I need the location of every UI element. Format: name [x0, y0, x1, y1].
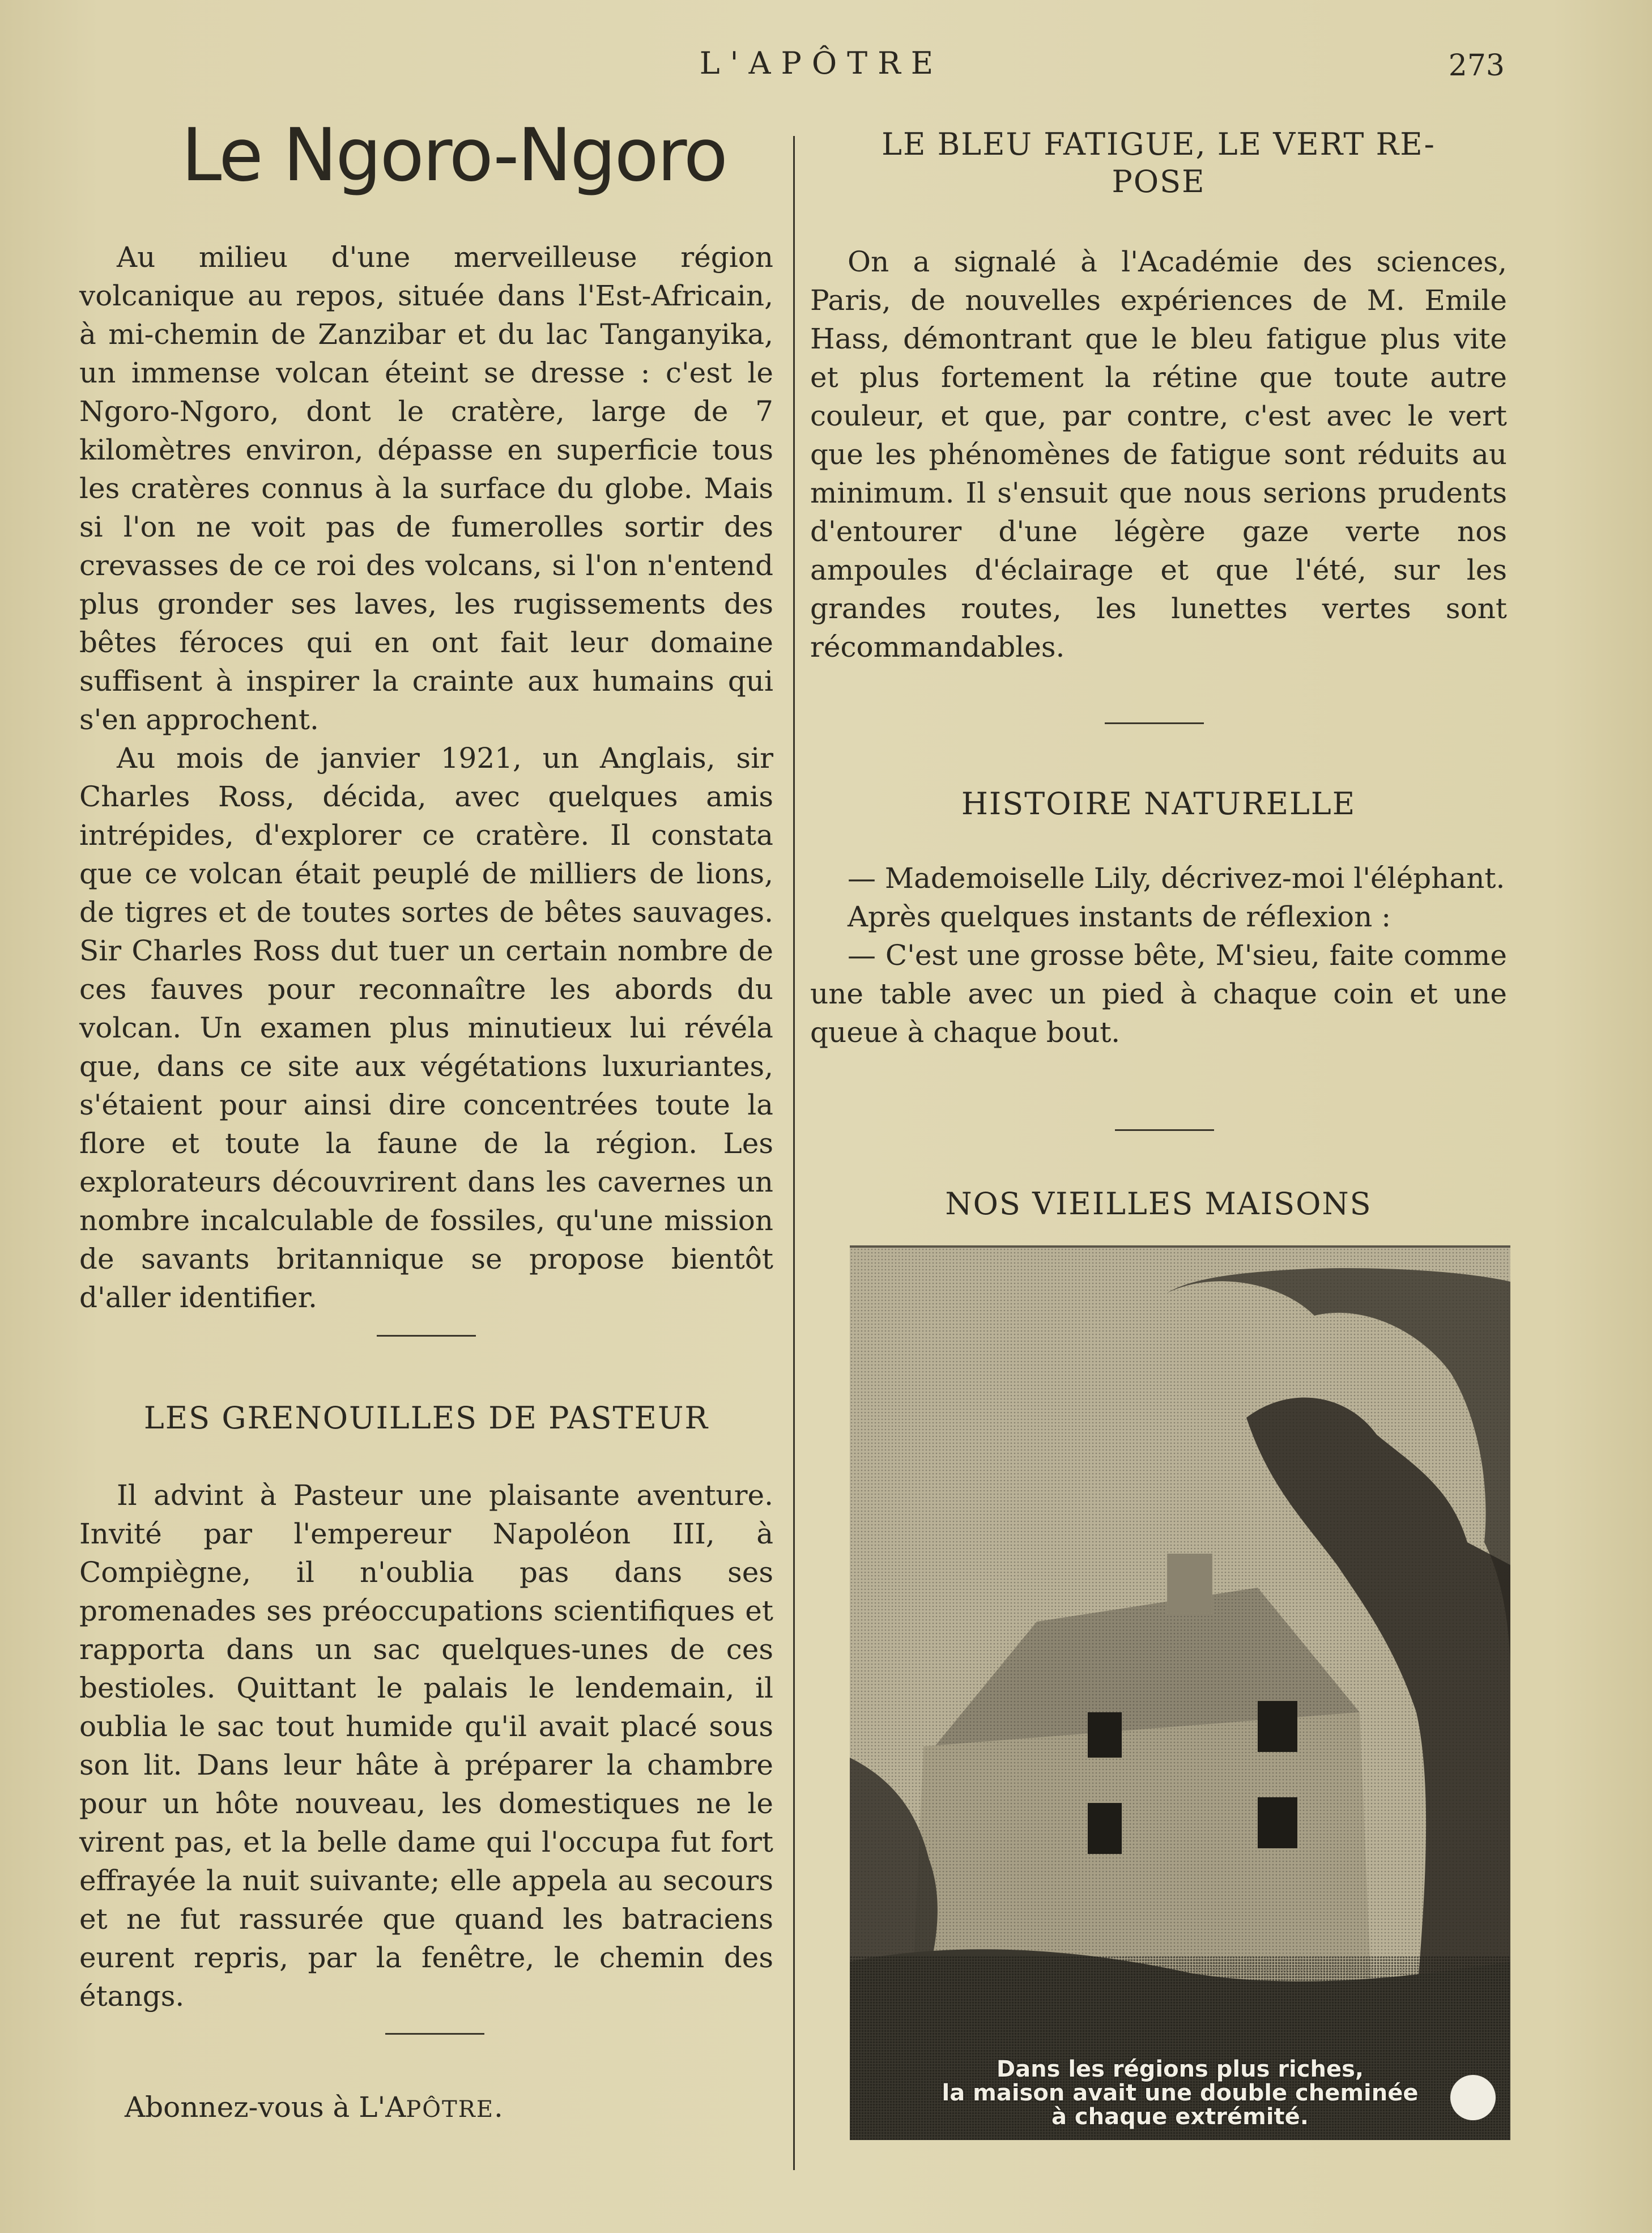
histoire-section-title: HISTOIRE NATURELLE [961, 786, 1356, 822]
bleu-title-line-1: LE BLEU FATIGUE, LE VERT RE- [882, 126, 1436, 162]
photo-caption-line-2: la maison avait une double cheminée [942, 2080, 1419, 2106]
photo-caption [850, 2057, 1510, 2129]
histoire-article-body [810, 859, 1507, 1052]
column-divider [793, 136, 795, 2170]
maisons-section-title: NOS VIEILLES MAISONS [945, 1186, 1372, 1222]
bleu-paragraph: On a signalé à l'Académie des sciences, Paris, de nouvelles expériences de M. Emile Hass, démontrant que le bleu fatigue plus vite et plus fortement la rétine que toute autre couleur, et que, par contre, c'est avec le vert que les phénomènes de fatigue sont réduits au minimum. Il s'ensuit que nous serions prudents d'entourer d'une légère gaze verte nos ampoules d'éclairage et que l'été, sur les grandes routes, les lunettes vertes sont récommandables. [810, 245, 1507, 663]
pasteur-section-title: LES GRENOUILLES DE PASTEUR [143, 1400, 709, 1436]
subscribe-suffix: . [494, 2091, 503, 2124]
photo-caption-line-1: Dans les régions plus riches, [996, 2056, 1364, 2082]
histoire-line-2: Après quelques instants de réflexion : [848, 900, 1391, 933]
section-separator [385, 2033, 484, 2035]
histoire-line-1: — Mademoiselle Lily, décrivez-moi l'éléphant. [848, 862, 1505, 895]
article-title-ngoro: Le Ngoro-Ngoro [181, 113, 726, 198]
house-illustration [850, 1248, 1510, 2140]
photo-caption-line-3: à chaque extrémité. [1051, 2104, 1309, 2130]
subscribe-line [125, 2091, 503, 2124]
ngoro-article-body [79, 238, 773, 1317]
section-separator [377, 1335, 476, 1337]
section-separator [1105, 722, 1204, 724]
section-separator [1115, 1129, 1214, 1131]
ngoro-paragraph-2: Au mois de janvier 1921, un Anglais, sir Charles Ross, décida, avec quelques amis intrépides, d'explorer ce cratère. Il constata que ce volcan était peuplé de milliers de lions, de tigres et de toutes sortes de bêtes sauvages. Sir Charles Ross dut tuer un certain nombre de ces fauves pour reconnaître les abords du volcan. Un examen plus minutieux lui révéla que, dans ce site aux végétations luxuriantes, s'étaient pour ainsi dire concentrées toute la flore et toute la faune de la région. Les explorateurs découvrirent dans les cavernes un nombre incalculable de fossiles, qu'une mission de savants britannique se propose bientôt d'aller identifier. [79, 742, 773, 1314]
pasteur-article-body [79, 1476, 773, 2015]
subscribe-prefix: Abonnez-vous à L'A [125, 2091, 406, 2124]
page-number: 273 [1448, 49, 1505, 83]
ngoro-paragraph-1: Au milieu d'une merveilleuse région volcanique au repos, située dans l'Est-Africain, à mi-chemin de Zanzibar et du lac Tanganyika, un immense volcan éteint se dresse : c'est le Ngoro-Ngoro, dont le cratère, large de 7 kilomètres environ, dépasse en superficie tous les cratères connus à la surface du globe. Mais si l'on ne voit pas de fumerolles sortir des crevasses de ce roi des volcans, si l'on n'entend plus gronder ses laves, les rugissements des bêtes féroces qui en ont fait leur domaine suffisent à inspirer la crainte aux humains qui s'en approchent. [79, 241, 773, 736]
bleu-title-line-2: POSE [1112, 164, 1206, 199]
subscribe-smallcaps: PÔTRE [406, 2096, 495, 2123]
bleu-article-body [810, 243, 1507, 666]
pasteur-paragraph: Il advint à Pasteur une plaisante aventure. Invité par l'empereur Napoléon III, à Compiègne, il n'oublia pas dans ses promenades ses préoccupations scientifiques et rapporta dans un sac quelques-unes de ces bestioles. Quittant le palais le lendemain, il oublia le sac tout humide qu'il avait placé sous son lit. Dans leur hâte à préparer la chambre pour un hôte nouveau, les domestiques ne le virent pas, et la belle dame qui l'occupa fut fort effrayée la nuit suivante; elle appela au secours et ne fut rassurée que quand les batraciens eurent repris, par la fenêtre, le chemin des étangs. [79, 1479, 773, 2013]
histoire-line-3: — C'est une grosse bête, M'sieu, faite comme une table avec un pied à chaque coin et une queue à chaque bout. [810, 939, 1507, 1049]
bleu-section-title [810, 126, 1507, 201]
journal-title: L'APÔTRE [699, 45, 944, 81]
old-house-photo [850, 1245, 1510, 2140]
